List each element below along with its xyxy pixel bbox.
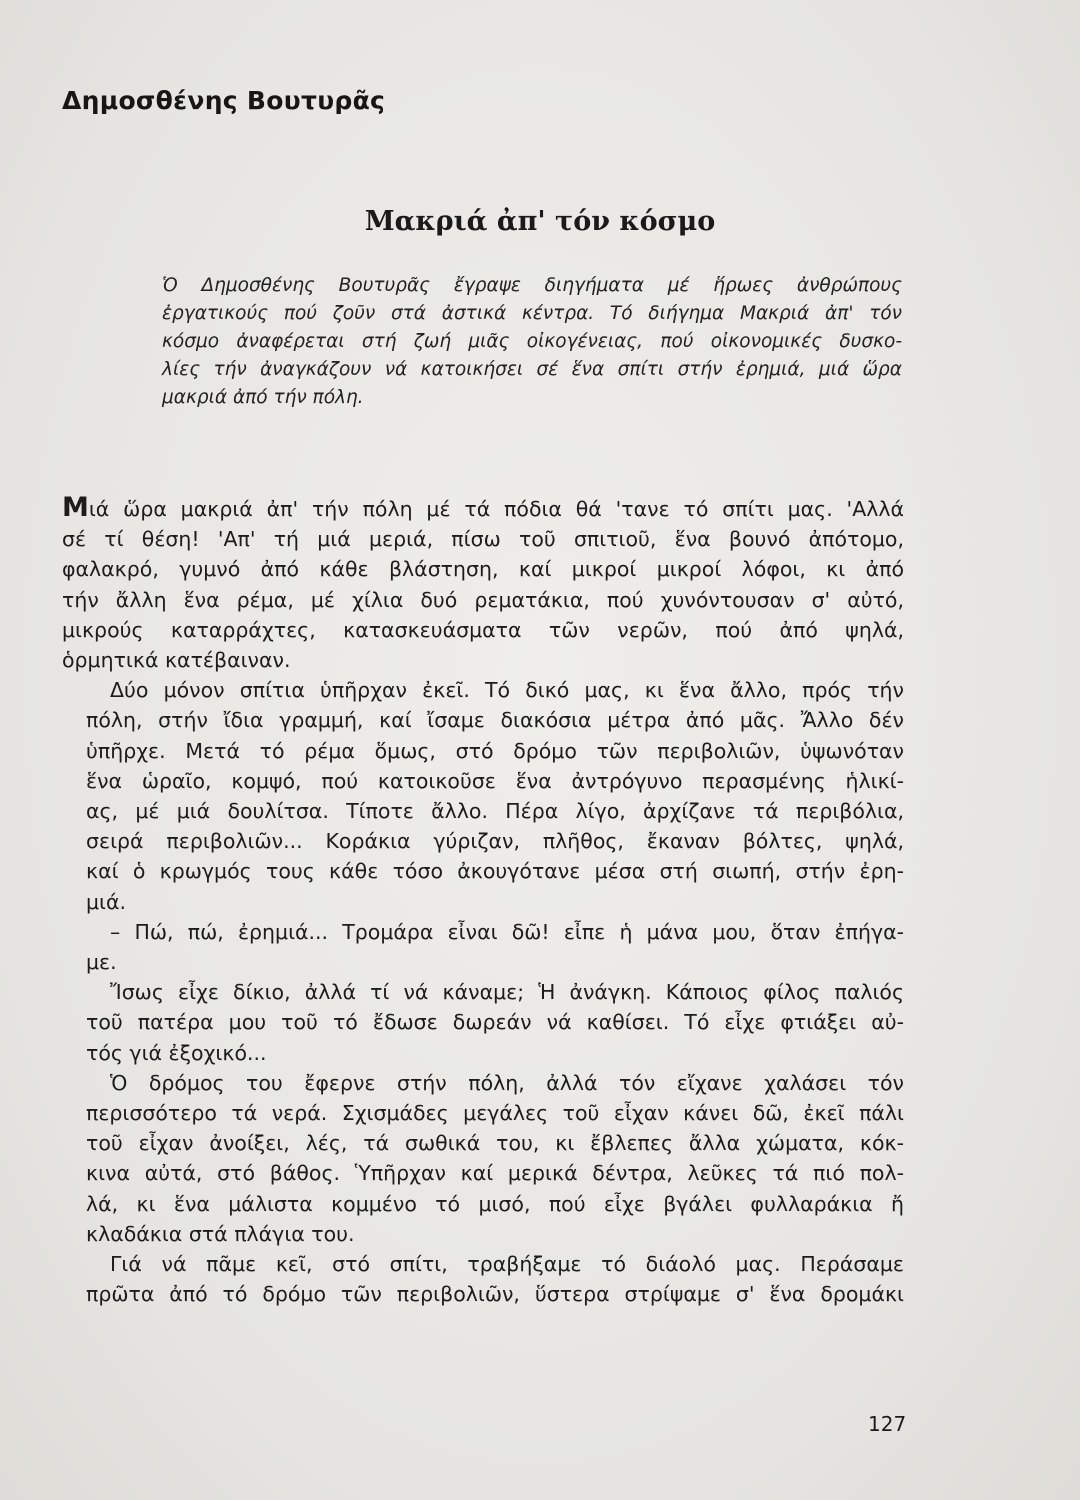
intro-line: κόσμο ἀναφέρεται στή ζωή μιᾶς οἰκογένειας, πού οἰκονομικές δυσκο- (162, 331, 902, 352)
body-line: Γιά νά πᾶμε κεῖ, στό σπίτι, τραβήξαμε τό διάολό μας. Περάσαμε (110, 1252, 904, 1277)
intro-line: Ὁ Δημοσθένης Βουτυρᾶς ἔγραψε διηγήματα μέ ἥρωες ἀνθρώπους (162, 275, 902, 296)
body-line: ας, μέ μιά δουλίτσα. Τίποτε ἄλλο. Πέρα λίγο, ἀρχίζανε τά περιβόλια, (86, 799, 904, 824)
body-line: κλαδάκια στά πλάγια του. (86, 1221, 355, 1246)
drop-cap: Μ (62, 492, 89, 523)
story-title: Μακριά ἀπ' τόν κόσμο (364, 206, 716, 237)
intro-line: μακριά ἀπό τήν πόλη. (162, 387, 364, 408)
body-line: τοῦ εἶχαν ἀνοίξει, λές, τά σωθικά του, κι ἔβλεπες ἄλλα χώματα, κόκ- (86, 1131, 904, 1156)
intro-line: λίες τήν ἀναγκάζουν νά κατοικήσει σέ ἕνα σπίτι στήν ἐρημιά, μιά ὥρα (162, 359, 902, 380)
intro-note (162, 272, 902, 412)
body-line: σειρά περιβολιῶν... Κοράκια γύριζαν, πλῆθος, ἔκαναν βόλτες, ψηλά, (86, 829, 904, 854)
body-line: με. (86, 950, 117, 975)
body-line: ἕνα ὡραῖο, κομψό, πού κατοικοῦσε ἕνα ἀντρόγυνο περασμένης ἡλικί- (86, 768, 904, 793)
body-line-text: ιά ὥρα μακριά ἀπ' τήν πόλη μέ τά πόδια θά 'τανε τό σπίτι μας. 'Αλλά (88, 497, 904, 521)
body-line: τός γιά ἐξοχικό... (86, 1040, 267, 1065)
body-line: – Πώ, πώ, ἐρημιά... Τρομάρα εἶναι δῶ! εἶπε ἡ μάνα μου, ὅταν ἐπήγα- (110, 919, 904, 944)
body-line (62, 494, 904, 524)
body-paragraph (62, 675, 904, 917)
page-number: 127 (868, 1412, 907, 1436)
body-paragraph (62, 494, 904, 675)
intro-paragraph (162, 272, 902, 412)
author-heading: Δημοσθένης Βουτυρᾶς (62, 86, 386, 115)
body-line: φαλακρό, γυμνό ἀπό κάθε βλάστηση, καί μικροί μικροί λόφοι, κι ἀπό (62, 557, 904, 582)
body-line: μιά. (86, 889, 127, 914)
body-line: κινα αὐτά, στό βάθος. Ὑπῆρχαν καί μερικά δέντρα, λεῦκες τά πιό πολ- (86, 1161, 904, 1186)
body-line: λά, κι ἕνα μάλιστα κομμένο τό μισό, πού εἶχε βγάλει φυλλαράκια ἤ (86, 1191, 904, 1216)
body-line: καί ὁ κρωγμός τους κάθε τόσο ἀκουγότανε μέσα στή σιωπή, στήν ἐρη- (86, 859, 904, 884)
intro-line: ἐργατικούς πού ζοῦν στά ἀστικά κέντρα. Τό διήγημα Μακριά ἀπ' τόν (162, 303, 902, 324)
body-line: Ὁ δρόμος του ἔφερνε στήν πόλη, ἀλλά τόν εἴχανε χαλάσει τόν (110, 1070, 904, 1095)
body-line: τήν ἄλλη ἕνα ρέμα, μέ χίλια δυό ρεματάκια, πού χυνόντουσαν σ' αὐτό, (62, 587, 904, 612)
body-line: πόλη, στήν ἴδια γραμμή, καί ἴσαμε διακόσια μέτρα ἀπό μᾶς. Ἄλλο δέν (86, 708, 904, 733)
body-line: ὑπῆρχε. Μετά τό ρέμα ὅμως, στό δρόμο τῶν περιβολιῶν, ὑψωνόταν (86, 738, 904, 763)
body-line: ὁρμητικά κατέβαιναν. (62, 648, 291, 673)
body-line: μικρούς καταρράχτες, κατασκευάσματα τῶν νερῶν, πού ἀπό ψηλά, (62, 617, 904, 642)
body-paragraph (62, 917, 904, 977)
body-line: πρῶτα ἀπό τό δρόμο τῶν περιβολιῶν, ὕστερα στρίψαμε σ' ἕνα δρομάκι (86, 1282, 904, 1307)
body-line: Δύο μόνον σπίτια ὑπῆρχαν ἐκεῖ. Τό δικό μας, κι ἕνα ἄλλο, πρός τήν (110, 678, 904, 703)
body-paragraph (62, 977, 904, 1068)
body-paragraph (62, 1249, 904, 1309)
story-body (62, 494, 904, 1309)
body-paragraph (62, 1068, 904, 1249)
body-line: σέ τί θέση! 'Απ' τή μιά μεριά, πίσω τοῦ σπιτιοῦ, ἕνα βουνό ἀπότομο, (62, 527, 904, 552)
body-line: Ἴσως εἶχε δίκιο, ἀλλά τί νά κάναμε; Ἡ ἀνάγκη. Κάποιος φίλος παλιός (110, 980, 904, 1005)
body-line: περισσότερο τά νερά. Σχισμάδες μεγάλες τοῦ εἶχαν κάνει δῶ, ἐκεῖ πάλι (86, 1101, 904, 1126)
body-line: τοῦ πατέρα μου τοῦ τό ἔδωσε δωρεάν νά καθίσει. Τό εἶχε φτιάξει αὐ- (86, 1010, 904, 1035)
